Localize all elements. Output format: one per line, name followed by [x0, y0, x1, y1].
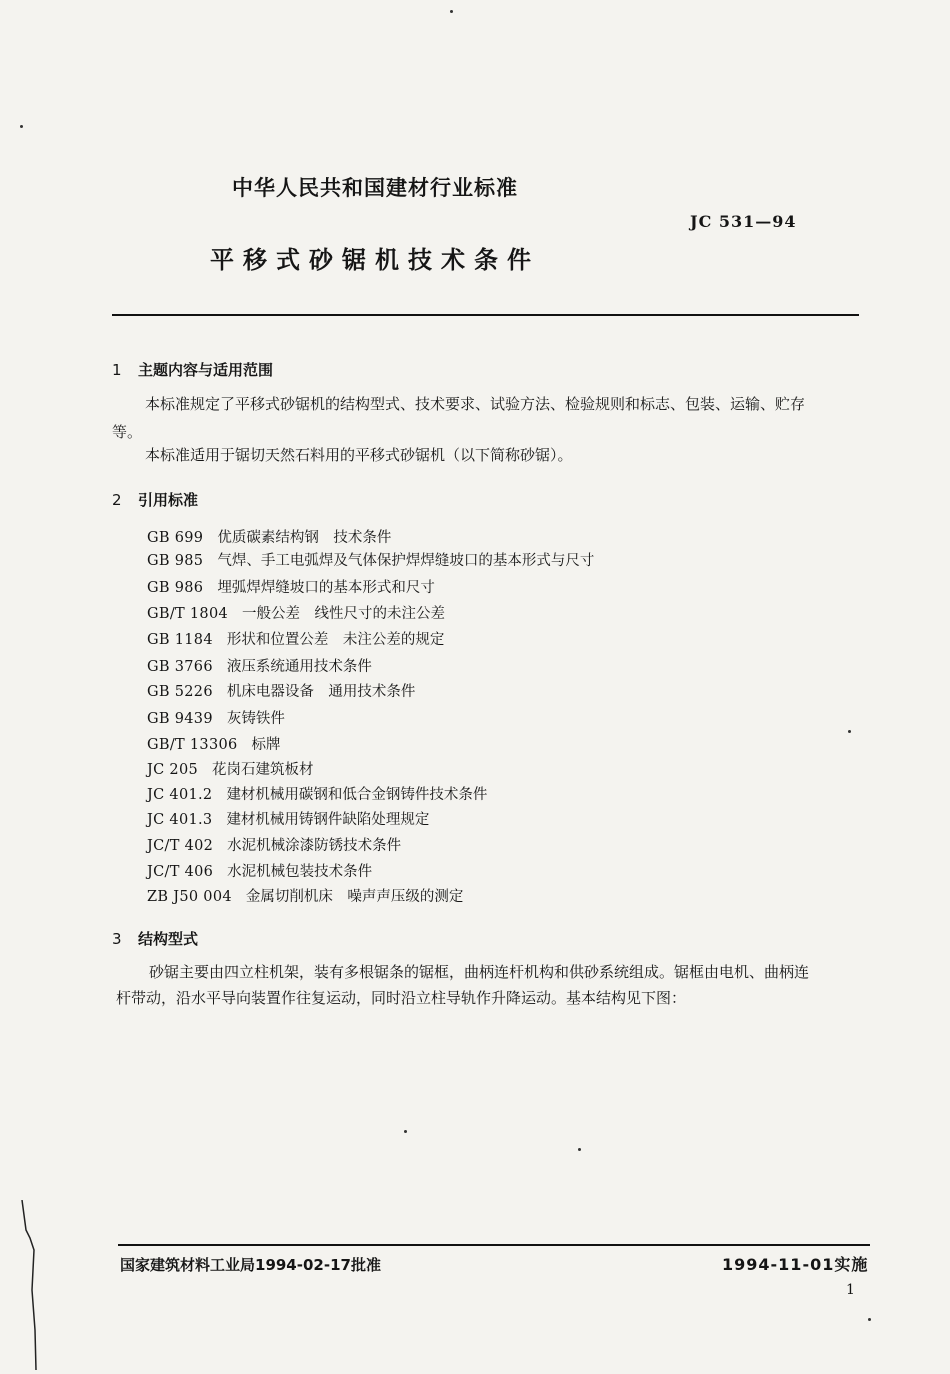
reference-title: 金属切削机床 噪声声压级的测定: [245, 889, 464, 905]
reference-item: [147, 860, 372, 881]
implementation-date: 1994-11-01实施: [722, 1255, 869, 1274]
document-title: 平移式砂锯机技术条件: [210, 246, 540, 274]
reference-item: [147, 602, 445, 623]
reference-item: [147, 758, 314, 779]
paragraph: 本标准规定了平移式砂锯机的结构型式、技术要求、试验方法、检验规则和标志、包装、运输、贮存: [145, 395, 806, 413]
reference-code: JC 205: [147, 762, 198, 778]
section-3-heading: [112, 928, 198, 949]
section-title: 引用标准: [138, 491, 199, 509]
reference-title: 形状和位置公差 未注公差的规定: [226, 632, 445, 648]
reference-item: [147, 576, 435, 597]
reference-title: 水泥机械包装技术条件: [227, 864, 373, 880]
reference-title: 一般公差 线性尺寸的未注公差: [242, 606, 446, 622]
reference-item: [147, 680, 415, 701]
reference-item: [147, 526, 391, 547]
scan-speck: [404, 1130, 407, 1133]
reference-item: [147, 549, 594, 570]
reference-title: 水泥机械涂漆防锈技术条件: [227, 838, 402, 854]
page-number: 1: [846, 1282, 855, 1298]
section-number: 2: [112, 491, 122, 509]
section-title: 主题内容与适用范围: [138, 361, 274, 379]
footer-divider: [118, 1244, 870, 1246]
reference-title: 机床电器设备 通用技术条件: [226, 684, 416, 700]
reference-item: [147, 707, 285, 728]
scan-edge-mark: [20, 1200, 38, 1370]
section-number: 1: [112, 361, 122, 379]
reference-item: [147, 885, 463, 906]
section-2-heading: [112, 489, 198, 510]
reference-title: 埋弧焊焊缝坡口的基本形式和尺寸: [217, 580, 435, 596]
reference-code: JC/T 406: [147, 864, 214, 880]
reference-title: 灰铸铁件: [226, 711, 285, 727]
reference-code: GB 699: [147, 530, 204, 546]
reference-item: [147, 628, 444, 649]
scan-speck: [578, 1148, 581, 1151]
reference-item: [147, 655, 372, 676]
reference-title: 建材机械用碳钢和低合金钢铸件技术条件: [226, 787, 488, 803]
reference-code: GB 9439: [147, 711, 213, 727]
header-divider: [112, 314, 859, 316]
reference-item: [147, 834, 401, 855]
scan-speck: [450, 10, 453, 13]
reference-title: 建材机械用铸钢件缺陷处理规定: [226, 812, 430, 828]
reference-code: JC/T 402: [147, 838, 214, 854]
reference-title: 花岗石建筑板材: [212, 762, 314, 778]
section-title: 结构型式: [138, 930, 199, 948]
reference-code: JC 401.3: [147, 812, 213, 828]
paragraph: 砂锯主要由四立柱机架，装有多根锯条的锯框，曲柄连杆机构和供砂系统组成。锯框由电机、曲柄连: [149, 963, 810, 981]
standard-category: 中华人民共和国建材行业标准: [232, 176, 518, 200]
section-number: 3: [112, 930, 122, 948]
reference-code: GB/T 13306: [147, 737, 238, 753]
reference-code: GB 986: [147, 580, 204, 596]
reference-code: GB 5226: [147, 684, 213, 700]
reference-code: GB 985: [147, 553, 204, 569]
reference-title: 液压系统通用技术条件: [226, 659, 372, 675]
reference-code: JC 401.2: [147, 787, 213, 803]
paragraph: 本标准适用于锯切天然石料用的平移式砂锯机（以下简称砂锯）。: [145, 446, 573, 464]
reference-title: 优质碳素结构钢 技术条件: [217, 530, 392, 546]
reference-title: 标牌: [251, 737, 281, 753]
paragraph: 等。: [112, 423, 143, 441]
reference-code: GB 3766: [147, 659, 213, 675]
paragraph: 杆带动，沿水平导向装置作往复运动，同时沿立柱导轨作升降运动。基本结构见下图：: [116, 989, 687, 1007]
reference-item: [147, 783, 487, 804]
reference-code: GB 1184: [147, 632, 213, 648]
scan-speck: [848, 730, 851, 733]
reference-item: [147, 733, 281, 754]
scan-speck: [868, 1318, 871, 1321]
reference-item: [147, 808, 429, 829]
section-1-heading: [112, 359, 273, 380]
reference-title: 气焊、手工电弧焊及气体保护焊焊缝坡口的基本形式与尺寸: [217, 553, 595, 569]
standard-code: JC 531—94: [690, 212, 797, 231]
reference-code: GB/T 1804: [147, 606, 229, 622]
reference-code: ZB J50 004: [147, 889, 232, 905]
scan-speck: [20, 125, 23, 128]
approval-line: 国家建筑材料工业局1994-02-17批准: [120, 1256, 381, 1274]
